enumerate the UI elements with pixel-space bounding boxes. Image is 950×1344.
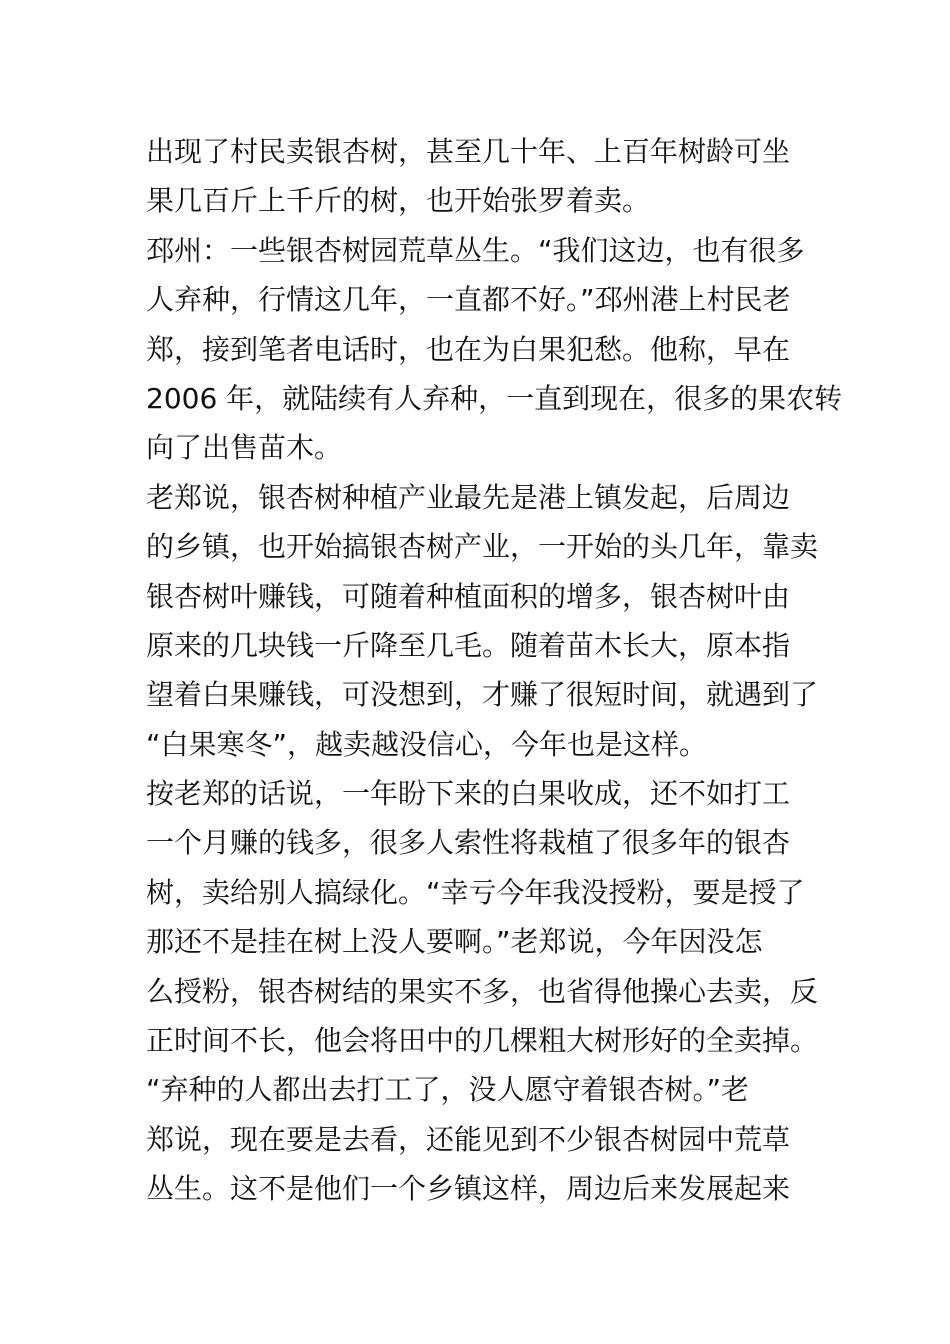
text-line: 按老郑的话说，一年盼下来的白果收成，还不如打工 [146, 777, 791, 811]
text-line: 郑说，现在要是去看，还能见到不少银杏树园中荒草 [146, 1122, 791, 1156]
text-line: 那还不是挂在树上没人要啊。”老郑说，今年因没怎 [146, 925, 763, 959]
text-line: 郑，接到笔者电话时，也在为白果犯愁。他称，早在 [146, 332, 791, 366]
text-line: 银杏树叶赚钱，可随着种植面积的增多，银杏树叶由 [146, 579, 791, 613]
text-line: 正时间不长，他会将田中的几棵粗大树形好的全卖掉。 [146, 1024, 819, 1058]
text-line: 2006 年，就陆续有人弃种，一直到现在，很多的果农转 [146, 381, 843, 415]
text-line: 邳州：一些银杏树园荒草丛生。“我们这边，也有很多 [146, 233, 805, 267]
text-line: 出现了村民卖银杏树，甚至几十年、上百年树龄可坐 [146, 135, 791, 168]
text-line: “弃种的人都出去打工了，没人愿守着银杏树。”老 [146, 1073, 750, 1107]
text-line: 的乡镇，也开始搞银杏树产业，一开始的头几年，靠卖 [146, 530, 819, 564]
text-line: 果几百斤上千斤的树，也开始张罗着卖。 [146, 184, 651, 218]
text-line: “白果寒冬”，越卖越没信心，今年也是这样。 [146, 727, 708, 761]
text-line: 树，卖给别人搞绿化。“幸亏今年我没授粉，要是授了 [146, 875, 805, 909]
text-line: 人弃种，行情这几年，一直都不好。”邳州港上村民老 [146, 283, 791, 317]
text-line: 老郑说，银杏树种植产业最先是港上镇发起，后周边 [146, 480, 791, 514]
text-line: 么授粉，银杏树结的果实不多，也省得他操心去卖，反 [146, 974, 819, 1008]
text-line: 丛生。这不是他们一个乡镇这样，周边后来发展起来 [146, 1172, 791, 1206]
text-line: 原来的几块钱一斤降至几毛。随着苗木长大，原本指 [146, 628, 791, 662]
text-line: 望着白果赚钱，可没想到，才赚了很短时间，就遇到了 [146, 678, 819, 712]
article-body [146, 127, 843, 1214]
text-line: 向了出售苗木。 [146, 431, 343, 465]
text-line: 一个月赚的钱多，很多人索性将栽植了很多年的银杏 [146, 826, 791, 860]
